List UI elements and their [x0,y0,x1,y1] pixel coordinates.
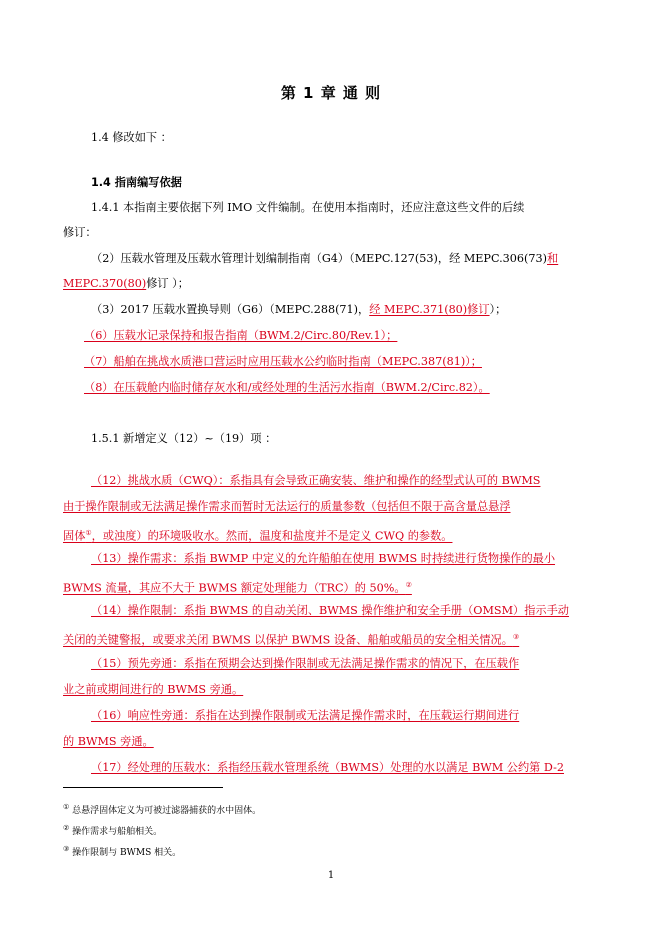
list-item-3 [91,302,506,318]
definition-14-text: 关闭的关键警报，或要求关闭 BWMS 以保护 BWMS 设备、船舶或船员的安全相关情况。 [63,633,513,647]
amend-note: 1.4 修改如下 ： [91,131,172,144]
definition-14-line1: （14）操作限制：系指 BWMS 的自动关闭、BWMS 操作维护和安全手册（OMSM）指示手动 [91,604,569,617]
footnote-1-text: 总悬浮固体定义为可被过滤器捕获的水中固体。 [72,806,262,816]
list-item-3-tail: ）； [489,303,507,316]
list-item-2-text: （2）压载水管理及压载水管理计划编制指南（G4）（MEPC.127(53)，经 MEPC.306(73) [91,252,547,265]
footnote-2-text: 操作需求与船舶相关。 [72,827,163,837]
footnote-3-mark: ③ [63,845,70,853]
paragraph-1-4-1-line2: 修订： [63,226,97,239]
list-item-2-line2 [63,276,189,292]
footnote-ref-2: ② [405,581,412,589]
footnote-ref-3: ③ [512,633,520,641]
definition-15-line2: 业之前或期间进行的 BWMS 旁通。 [63,683,244,696]
footnote-2-mark: ② [63,824,70,832]
list-item-2-line1 [91,251,558,267]
definitions-intro: 1.5.1 新增定义（12）~（19）项 ： [91,432,277,445]
revision-insert: 经 MEPC.371(80)修订 [369,303,490,316]
definition-13-line1: （13）操作需求：系指 BWMP 中定义的允许船舶在使用 BWMS 时持续进行货物操作的最小 [91,552,556,565]
definition-12-tail: ，或浊度）的环境吸收水。然而，温度和盐度并不是定义 CWQ 的参数。 [91,529,453,543]
footnote-3-text: 操作限制与 BWMS 相关。 [72,848,182,858]
list-item-3-text: （3）2017 压载水置换导则（G6）（MEPC.288(71)， [91,303,370,316]
paragraph-1-4-1-line1: 1.4.1 本指南主要依据下列 IMO 文件编制。在使用本指南时，还应注意这些文件的后续 [91,201,525,214]
definition-17-line1: （17）经处理的压载水：系指经压载水管理系统（BWMS）处理的水以满足 BWM 公约第 D-2 [91,761,564,774]
revision-insert: MEPC.370(80) [63,277,147,290]
footnote-3 [63,843,181,859]
page-number: 1 [327,870,335,881]
definition-12-line2: 由于操作限制或无法满足操作需求而暂时无法运行的质量参数（包括但不限于高含量总悬浮 [63,500,511,513]
definition-14-line2 [63,629,519,649]
definition-12-line1: （12）挑战水质（CWQ）：系指具有会导致正确安装、维护和操作的经型式认可的 BWMS [91,474,541,487]
revision-insert: 和 [547,252,559,265]
footnote-1 [63,801,261,817]
section-heading: 1.4 指南编写依据 [91,176,182,189]
list-item-2-tail: 修订 ）； [146,277,189,290]
definition-12-text: 固体 [63,529,86,543]
definition-16-line1: （16）响应性旁通：系指在达到操作限制或无法满足操作需求时，在压载运行期间进行 [91,709,520,722]
footnote-ref-1: ① [85,529,92,537]
definition-15-line1: （15）预先旁通：系指在预期会达到操作限制或无法满足操作需求的情况下，在压载作 [91,657,520,670]
definition-16-line2: 的 BWMS 旁通。 [63,735,154,748]
list-item-6: （6）压载水记录保持和报告指南（BWM.2/Circ.80/Rev.1）； [84,329,398,342]
list-item-7: （7）船舶在挑战水质港口营运时应用压载水公约临时指南（MEPC.387(81)）； [84,355,482,368]
list-item-8: （8）在压载舱内临时储存灰水和/或经处理的生活污水指南（BWM.2/Circ.82）。 [84,381,490,394]
footnote-divider [63,787,223,788]
definition-13-line2 [63,577,412,597]
page-title: 第 1 章 通 则 [280,84,382,102]
definition-12-line3 [63,525,452,545]
definition-13-text: BWMS 流量，其应不大于 BWMS 额定处理能力（TRC）的 50%。 [63,581,406,595]
footnote-1-mark: ① [63,803,70,811]
footnote-2 [63,822,162,838]
